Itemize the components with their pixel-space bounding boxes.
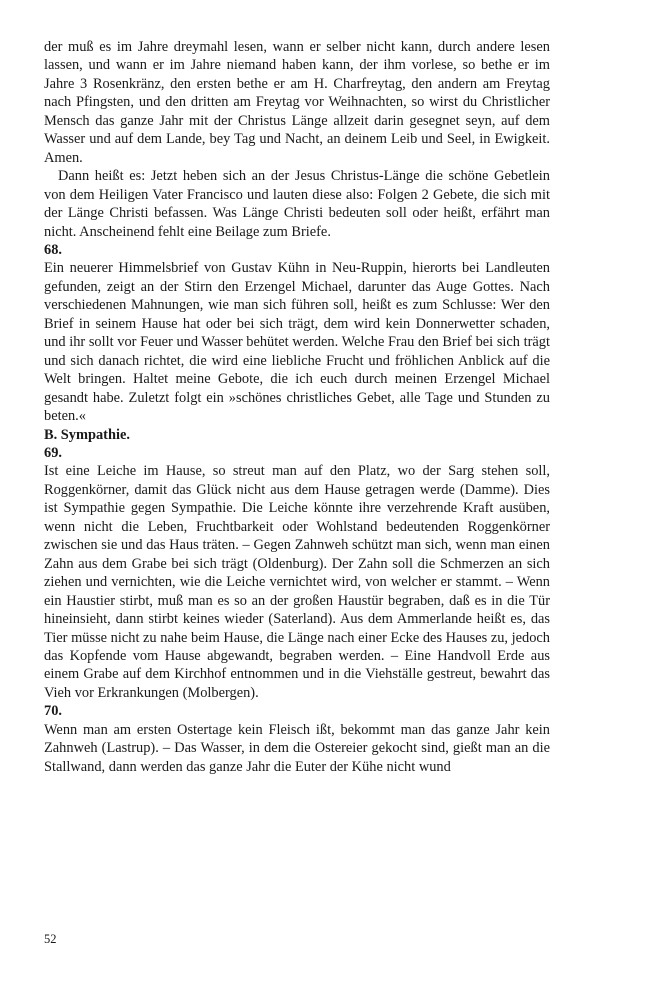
- paragraph-70: Wenn man am ersten Ostertage kein Fleisch ißt, bekommt man das ganze Jahr kein Zahnweh (Lastrup). – Das Wasser, in dem die Ostereier gekocht sind, gießt man an die Stallwand, dann werden das ganze Jahr die Euter der Kühe nicht wund: [44, 721, 550, 775]
- section-number-68: 68.: [44, 241, 62, 258]
- paragraph-69: Ist eine Leiche im Hause, so streut man auf den Platz, wo der Sarg stehen soll, Roggenkörner, damit das Glück nicht aus dem Hause getragen werde (Damme). Dies ist Sympathie gegen Sympathie. Die Leiche könnte ihre verzehrende Kraft ausüben, wenn nicht die Leben, Fruchtbarkeit oder Wohlstand bedeutenden Roggenkörner zwischen sie und das Haus träten. – Gegen Zahnweh schützt man sich, wenn man einen Zahn aus dem Grabe bei sich trägt (Oldenburg). Der Zahn soll die Schmerzen an sich ziehen und vernichten, wie die Leiche vernichtet wird, von welcher er stammt. – Wenn ein Haustier stirbt, muß man es so an der großen Haustür begraben, daß es in die Tür hineinsieht, dann stirbt keines wieder (Saterland). Aus dem Ammerlande heißt es, das Tier müsse nicht zu nahe beim Hause, die Länge nach einer Ecke des Hauses zu, jedoch das Kopfende vom Hause abgewandt, begraben werden. – Eine Handvoll Erde aus einem Grabe auf dem Kirchhof entnommen und in die Viehställe gestreut, bewahrt das Vieh vor Erkrankungen (Molbergen).: [44, 463, 550, 701]
- paragraph-intro: der muß es im Jahre dreymahl lesen, wann er selber nicht kann, durch andere lesen lassen, und wann er im Jahre niemand haben kann, der ihm vorlese, so bethe er im Jahre 3 Rosenkränz, den ersten bethe er am H. Charfreytag, den andern am Freytag nach Pfingsten, und den dritten am Freytag vor Weihnachten, so wirst du Christlicher Mensch das ganze Jahr mit der Christus Länge allzeit darin gesegnet seyn, auf dem Wasser und auf dem Lande, bey Tag und Nacht, an deinem Leib und Seel, in Ewigkeit. Amen.: [44, 39, 550, 166]
- page-number: 52: [44, 932, 57, 946]
- section-number-70: 70.: [44, 703, 62, 720]
- paragraph-dann: Dann heißt es: Jetzt heben sich an der Jesus Christus-Länge die schöne Gebetlein von dem Heiligen Vater Francisco und lauten diese also: Folgen 2 Gebete, die sich mit der Länge Christi befassen. Was Länge Christi bedeuten soll oder heißt, erfährt man nicht. Anscheinend fehlt eine Beilage zum Briefe.: [44, 168, 550, 240]
- page-text-block: [44, 38, 550, 776]
- paragraph-68: Ein neuerer Himmelsbrief von Gustav Kühn in Neu-Ruppin, hierorts bei Landleuten gefunden, zeigt an der Stirn den Erzengel Michael, darunter das Auge Gottes. Nach verschiedenen Mahnungen, wie man sich führen soll, heißt es zum Schlusse: Wer den Brief in seinem Hause hat oder bei sich trägt, dem wird kein Donnerwetter schaden, und ihr sollt vor Feuer und Wasser behütet werden. Welche Frau den Brief bei sich trägt und sich danach richtet, die wird eine liebliche Frucht und fröhlichen Anblick auf die Welt bringen. Haltet meine Gebote, die ich euch durch meinen Erzengel Michael gesandt habe. Zuletzt folgt ein »schönes christliches Gebet, alle Tage und Stunden zu beten.«: [44, 260, 550, 425]
- section-number-69: 69.: [44, 444, 62, 461]
- section-heading-sympathie: B. Sympathie.: [44, 426, 130, 443]
